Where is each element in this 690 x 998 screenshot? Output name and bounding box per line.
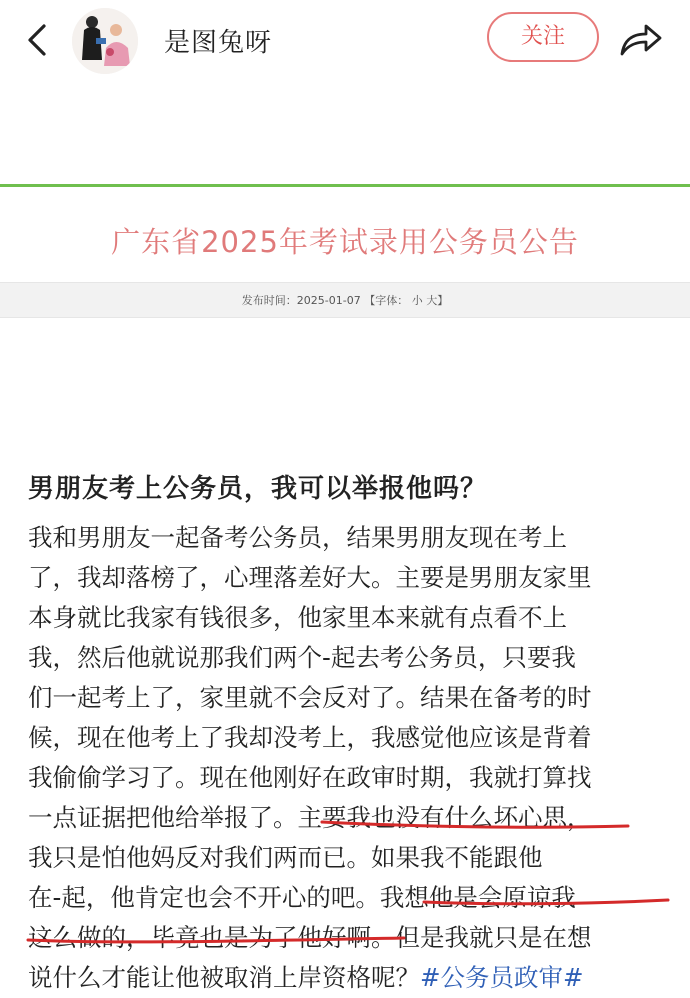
body-line: 这么做的，毕竟也是为了他好啊。但是我就只是在想 <box>28 923 592 952</box>
body-line: 我，然后他就说那我们两个-起去考公务员，只要我 <box>28 643 576 672</box>
notice-title: 广东省2025年考试录用公务员公告 <box>111 225 579 259</box>
body-line: 我和男朋友一起备考公务员，结果男朋友现在考上 <box>28 523 567 552</box>
body-line: 我只是怕他妈反对我们两而已。如果我不能跟他 <box>28 843 543 872</box>
body-line: 一点证据把他给举报了。主要我也没有什么坏心思， <box>28 803 592 832</box>
back-arrow-icon[interactable] <box>22 20 54 60</box>
avatar[interactable] <box>72 8 138 74</box>
top-bar <box>0 0 690 80</box>
avatar-image-icon <box>72 8 138 74</box>
post-title: 男朋友考上公务员，我可以举报他吗？ <box>28 474 488 504</box>
username[interactable]: 是图兔呀 <box>164 28 273 58</box>
hashtag-link[interactable]: #公务员政审# <box>420 963 584 992</box>
share-icon[interactable] <box>618 20 664 58</box>
body-line: 我偷偷学习了。现在他刚好在政审时期，我就打算找 <box>28 763 592 792</box>
divider <box>0 184 690 187</box>
publish-meta: 发布时间：2025-01-07 【字体： 小 大】 <box>241 294 449 307</box>
body-line: 本身就比我家有钱很多，他家里本来就有点看不上 <box>28 603 567 632</box>
body-line: 了，我却落榜了，心理落差好大。主要是男朋友家里 <box>28 563 592 592</box>
body-line: 候，现在他考上了我却没考上，我感觉他应该是背着 <box>28 723 592 752</box>
body-line: 们一起考上了，家里就不会反对了。结果在备考的时 <box>28 683 592 712</box>
body-text: 说什么才能让他被取消上岸资格呢？ <box>28 963 420 992</box>
follow-button[interactable]: 关注 <box>487 12 599 62</box>
body-line: 在-起，他肯定也会不开心的吧。我想他是会原谅我 <box>28 883 576 912</box>
body-line-last <box>28 958 668 998</box>
post-body <box>28 518 668 998</box>
